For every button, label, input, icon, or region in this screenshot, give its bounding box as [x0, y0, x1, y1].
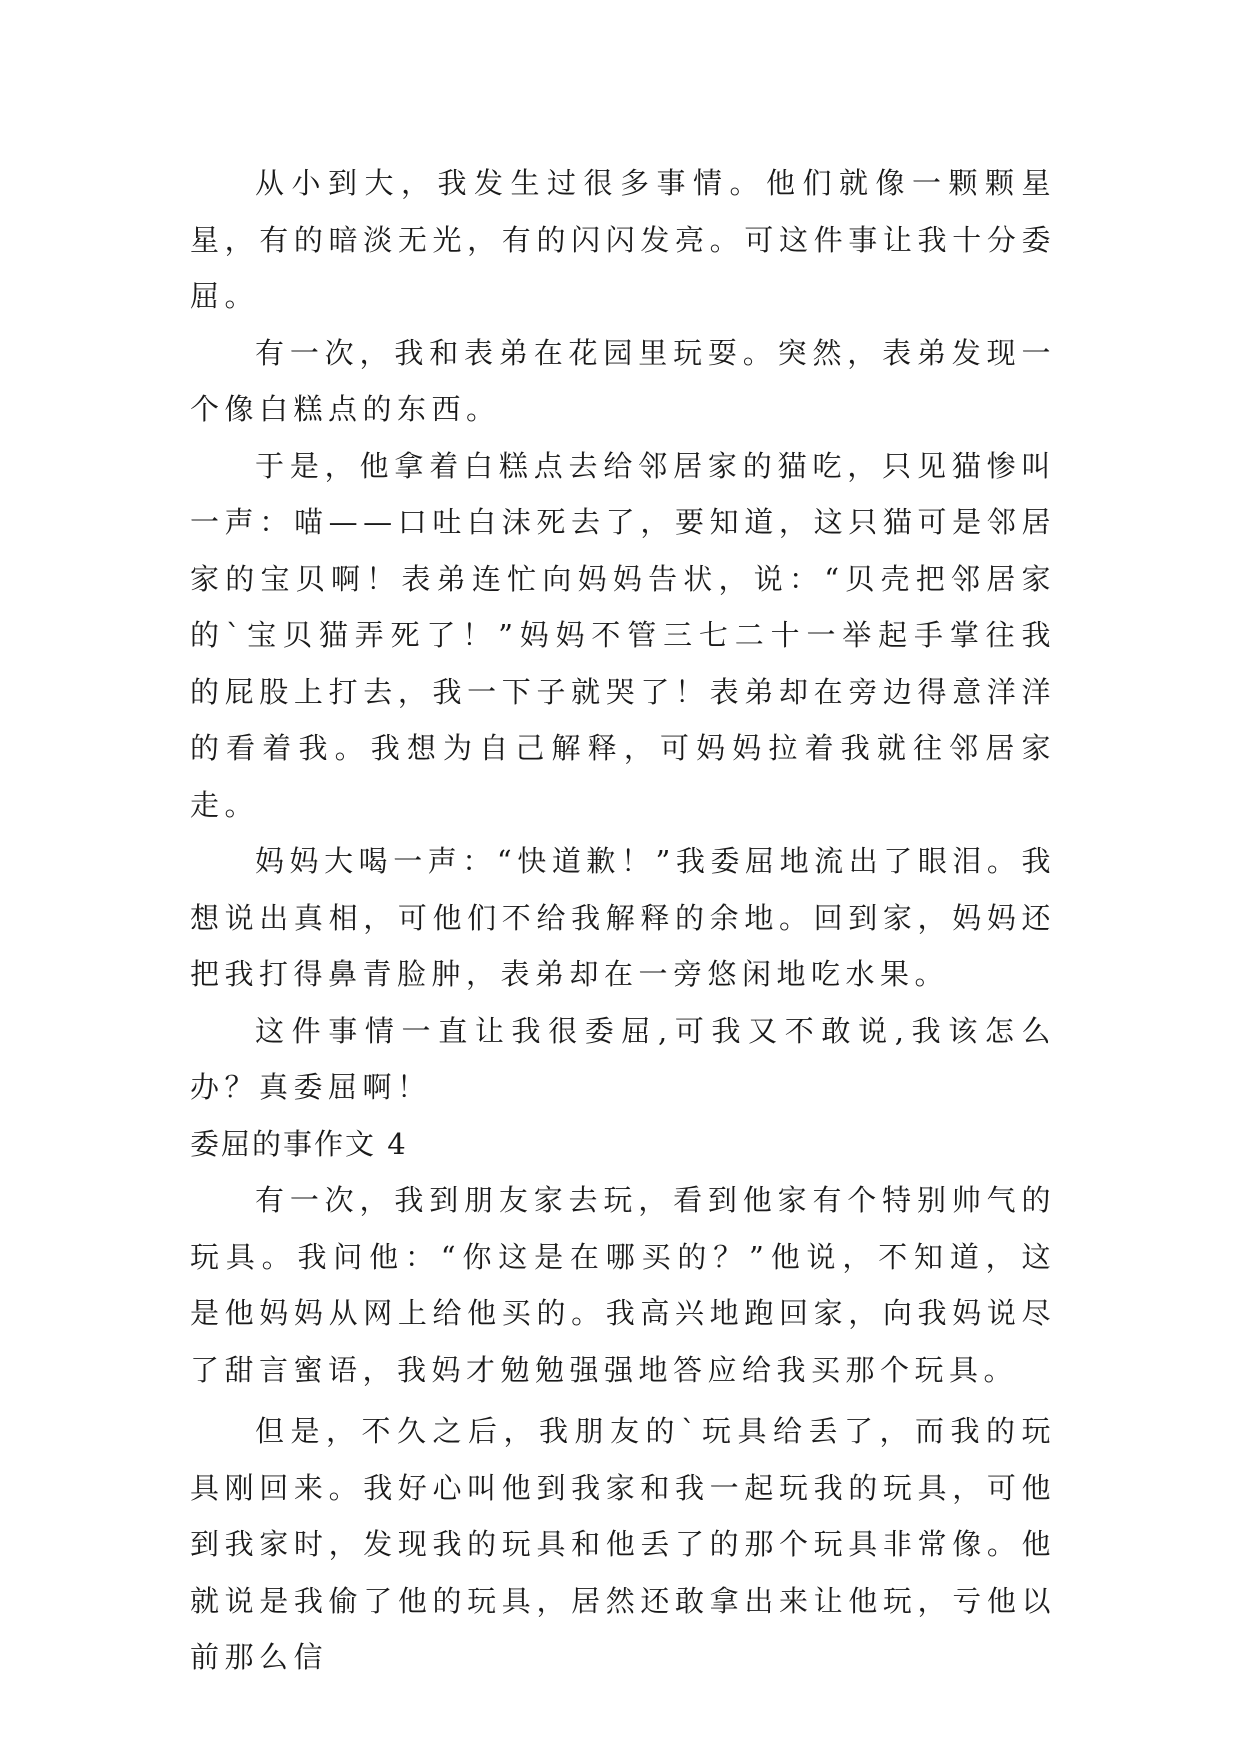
document-page: [190, 155, 1056, 1686]
essay-heading: 委屈的事作文 4: [190, 1126, 408, 1161]
paragraph-garden: 有一次，我和表弟在花园里玩耍。突然，表弟发现一个像白糕点的东西。: [190, 335, 1056, 426]
paragraph-cat: 于是，他拿着白糕点去给邻居家的猫吃，只见猫惨叫一声：喵——口吐白沫死去了，要知道，这只猫可是邻居家的宝贝啊！表弟连忙向妈妈告状，说：“贝壳把邻居家的`宝贝猫弄死了！”妈妈不管三七二十一举起手掌往我的屁股上打去，我一下子就哭了！表弟却在旁边得意洋洋的看着我。我想为自己解释，可妈妈拉着我就往邻居家走。: [190, 448, 1056, 822]
paragraph-conclusion: 这件事情一直让我很委屈,可我又不敢说,我该怎么办？真委屈啊！: [190, 1013, 1056, 1104]
paragraph-lost-toy: 但是，不久之后，我朋友的`玩具给丢了，而我的玩具刚回来。我好心叫他到我家和我一起玩我的玩具，可他到我家时，发现我的玩具和他丢了的那个玩具非常像。他就说是我偷了他的玩具，居然还敢拿出来让他玩，亏他以前那么信: [190, 1414, 1056, 1674]
paragraph-apology: 妈妈大喝一声：“快道歉！”我委屈地流出了眼泪。我想说出真相，可他们不给我解释的余地。回到家，妈妈还把我打得鼻青脸肿，表弟却在一旁悠闲地吃水果。: [190, 844, 1056, 991]
paragraph-toy: 有一次，我到朋友家去玩，看到他家有个特别帅气的玩具。我问他：“你这是在哪买的？”他说，不知道，这是他妈妈从网上给他买的。我高兴地跑回家，向我妈说尽了甜言蜜语，我妈才勉勉强强地答应给我买那个玩具。: [190, 1183, 1056, 1387]
paragraph-intro: 从小到大，我发生过很多事情。他们就像一颗颗星星，有的暗淡无光，有的闪闪发亮。可这件事让我十分委屈。: [190, 166, 1056, 313]
